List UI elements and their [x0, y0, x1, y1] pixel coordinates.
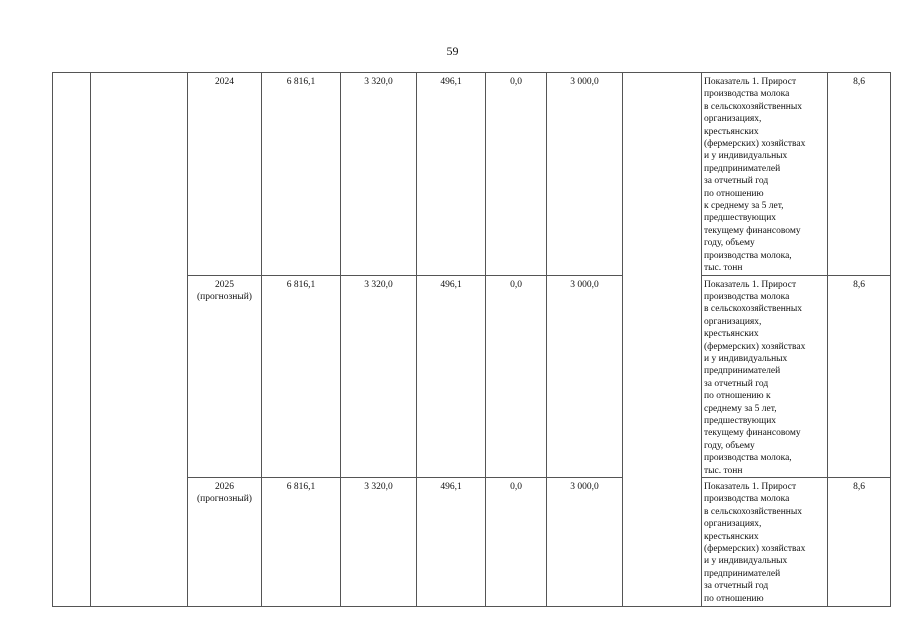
indicator-line: организациях,	[704, 114, 762, 125]
indicator-line: по отношению к	[704, 391, 771, 402]
indicator-line: предпринимателей	[704, 163, 781, 174]
indicator-line: производства молока,	[704, 453, 792, 464]
budget-table	[52, 72, 891, 607]
indicator-line: организациях,	[704, 316, 762, 327]
indicator-line: тыс. тонн	[704, 263, 743, 274]
indicator-line: и у индивидуальных	[704, 556, 788, 567]
indicator-line: крестьянских	[704, 329, 759, 340]
indicator-line: (фермерских) хозяйствах	[704, 341, 806, 352]
total-funding-cell: 6 816,1	[262, 478, 341, 607]
year-cell	[188, 478, 262, 607]
indicator-line: и у индивидуальных	[704, 151, 788, 162]
indicator-line: предпринимателей	[704, 366, 781, 377]
indicator-line: в сельскохозяйственных	[704, 304, 803, 315]
indicator-line: предпринимателей	[704, 568, 781, 579]
indicator-line: по отношению	[704, 593, 764, 604]
local-budget-cell: 0,0	[486, 73, 547, 276]
indicator-value-cell: 8,6	[828, 275, 891, 478]
indicator-description-cell	[702, 478, 828, 607]
indicator-line: крестьянских	[704, 531, 759, 542]
empty-cell	[53, 73, 91, 607]
indicator-line: в сельскохозяйственных	[704, 101, 803, 112]
indicator-line: за отчетный год	[704, 581, 769, 592]
indicator-line: (фермерских) хозяйствах	[704, 544, 806, 555]
extrabudgetary-cell: 3 000,0	[547, 478, 623, 607]
extrabudgetary-cell: 3 000,0	[547, 275, 623, 478]
indicator-description-cell	[702, 73, 828, 276]
indicator-line: среднему за 5 лет,	[704, 403, 777, 414]
empty-cell	[91, 73, 188, 607]
indicator-line: предшествующих	[704, 213, 777, 224]
year-note: (прогнозный)	[197, 494, 252, 505]
regional-budget-cell: 496,1	[417, 73, 486, 276]
indicator-line: предшествующих	[704, 415, 777, 426]
table-row	[53, 73, 891, 276]
indicator-line: крестьянских	[704, 126, 759, 137]
year-value: 2025	[215, 279, 234, 290]
indicator-line: году, объему	[704, 238, 755, 249]
local-budget-cell: 0,0	[486, 478, 547, 607]
indicator-line: по отношению	[704, 188, 764, 199]
total-funding-cell: 6 816,1	[262, 73, 341, 276]
indicator-line: (фермерских) хозяйствах	[704, 139, 806, 150]
indicator-line: Показатель 1. Прирост	[704, 279, 797, 290]
indicator-line: текущему финансовому	[704, 428, 801, 439]
page-number: 59	[446, 44, 459, 58]
federal-budget-cell: 3 320,0	[341, 478, 417, 607]
indicator-line: за отчетный год	[704, 378, 769, 389]
indicator-line: Показатель 1. Прирост	[704, 482, 797, 492]
indicator-line: году, объему	[704, 440, 755, 451]
indicator-line: производства молока,	[704, 250, 792, 261]
indicator-line: тыс. тонн	[704, 465, 743, 476]
indicator-line: текущему финансовому	[704, 225, 801, 236]
federal-budget-cell: 3 320,0	[341, 275, 417, 478]
indicator-line: производства молока	[704, 89, 790, 100]
indicator-description-cell	[702, 275, 828, 478]
indicator-value-cell: 8,6	[828, 478, 891, 607]
regional-budget-cell: 496,1	[417, 478, 486, 607]
federal-budget-cell: 3 320,0	[341, 73, 417, 276]
indicator-text	[704, 279, 825, 478]
indicator-line: и у индивидуальных	[704, 353, 788, 364]
indicator-line: к среднему за 5 лет,	[704, 201, 784, 212]
indicator-line: производства молока	[704, 291, 790, 302]
local-budget-cell: 0,0	[486, 275, 547, 478]
year-value: 2026	[215, 482, 234, 492]
year-value: 2024	[215, 77, 234, 87]
year-note: (прогнозный)	[197, 291, 252, 302]
year-cell	[188, 275, 262, 478]
indicator-line: производства молока	[704, 494, 790, 505]
indicator-value-cell: 8,6	[828, 73, 891, 276]
indicator-text	[704, 76, 825, 275]
indicator-line: за отчетный год	[704, 176, 769, 187]
indicator-text	[704, 481, 825, 605]
extrabudgetary-cell: 3 000,0	[547, 73, 623, 276]
indicator-line: в сельскохозяйственных	[704, 506, 803, 517]
regional-budget-cell: 496,1	[417, 275, 486, 478]
empty-cell	[623, 73, 702, 607]
total-funding-cell: 6 816,1	[262, 275, 341, 478]
indicator-line: организациях,	[704, 519, 762, 530]
year-cell	[188, 73, 262, 276]
indicator-line: Показатель 1. Прирост	[704, 77, 797, 87]
